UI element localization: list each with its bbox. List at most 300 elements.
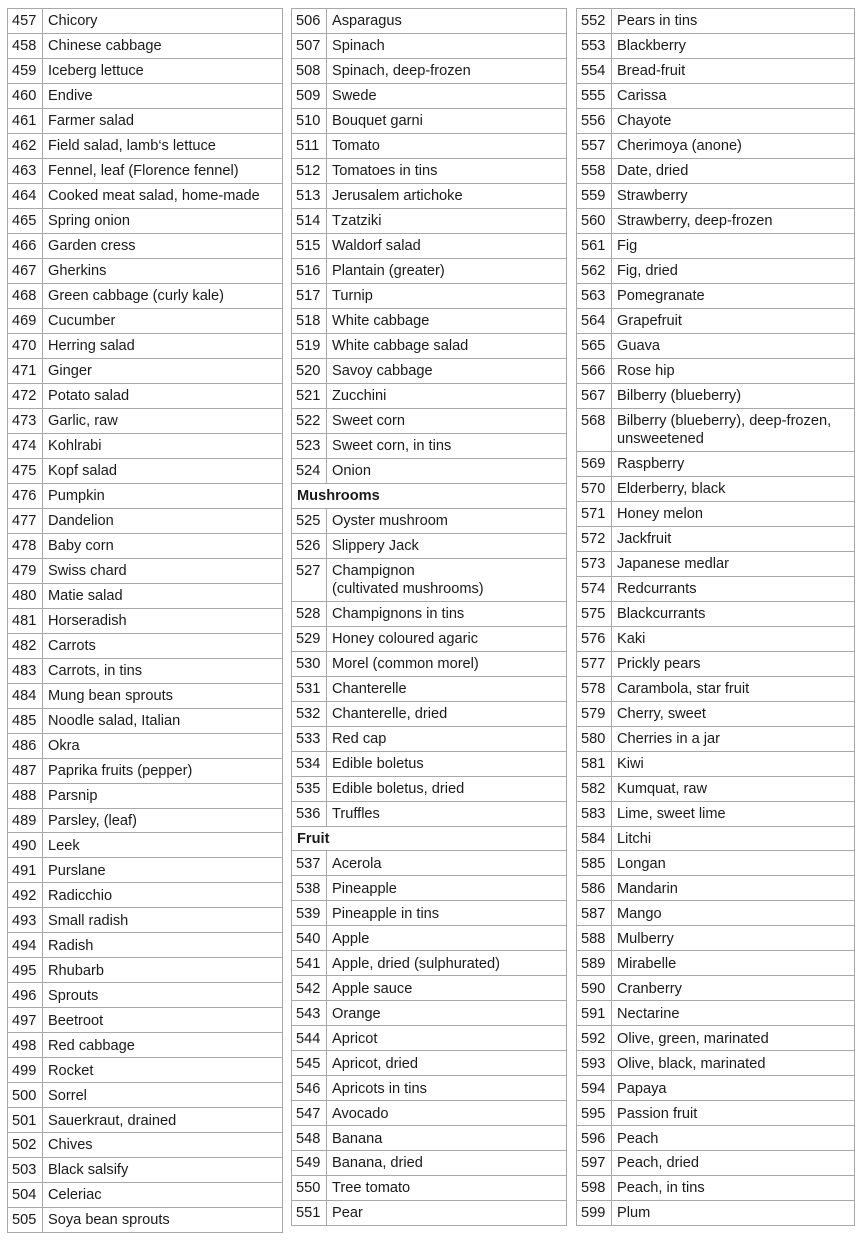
item-number: 560 (577, 208, 612, 233)
table-row (8, 533, 283, 558)
table-row (292, 976, 567, 1001)
item-name: Kaki (612, 626, 855, 651)
table-row (577, 551, 855, 576)
table-row (577, 801, 855, 826)
item-name: Swede (327, 83, 567, 108)
table-row (8, 433, 283, 458)
item-number: 572 (577, 526, 612, 551)
item-name: Small radish (43, 908, 283, 933)
table-row (577, 526, 855, 551)
item-name: Longan (612, 851, 855, 876)
food-table (576, 8, 855, 1226)
item-name: Soya bean sprouts (43, 1208, 283, 1233)
table-row (292, 433, 567, 458)
item-name: Jackfruit (612, 526, 855, 551)
item-number: 478 (8, 533, 43, 558)
item-name: Bilberry (blueberry), deep-frozen, unsweetened (612, 408, 855, 451)
table-row (8, 1133, 283, 1158)
table-row (8, 883, 283, 908)
item-number: 508 (292, 58, 327, 83)
item-number: 535 (292, 776, 327, 801)
table-row (577, 283, 855, 308)
item-name: Beetroot (43, 1008, 283, 1033)
item-name: Japanese medlar (612, 551, 855, 576)
item-number: 484 (8, 683, 43, 708)
table-row (292, 58, 567, 83)
table-row (577, 158, 855, 183)
item-number: 587 (577, 901, 612, 926)
item-number: 591 (577, 1001, 612, 1026)
item-name: Ginger (43, 358, 283, 383)
table-row (577, 576, 855, 601)
item-name: Apple (327, 926, 567, 951)
table-row (8, 308, 283, 333)
table-row (577, 383, 855, 408)
item-number: 458 (8, 33, 43, 58)
item-name: Carissa (612, 83, 855, 108)
table-row (577, 676, 855, 701)
item-name: Kumquat, raw (612, 776, 855, 801)
table-row (577, 826, 855, 851)
item-name: Strawberry, deep-frozen (612, 208, 855, 233)
item-name: Kiwi (612, 751, 855, 776)
item-number: 571 (577, 501, 612, 526)
item-number: 462 (8, 133, 43, 158)
item-number: 595 (577, 1101, 612, 1126)
item-name: Passion fruit (612, 1101, 855, 1126)
table-row (577, 183, 855, 208)
section-header-row (292, 826, 567, 851)
item-number: 548 (292, 1126, 327, 1151)
table-row (8, 58, 283, 83)
item-name: Edible boletus, dried (327, 776, 567, 801)
table-row (8, 208, 283, 233)
item-name: Parsley, (leaf) (43, 808, 283, 833)
item-number: 598 (577, 1176, 612, 1201)
table-row (577, 308, 855, 333)
item-name: Chicory (43, 9, 283, 34)
item-number: 466 (8, 233, 43, 258)
item-name: Kopf salad (43, 458, 283, 483)
table-row (292, 726, 567, 751)
table-row (8, 1108, 283, 1133)
item-number: 544 (292, 1026, 327, 1051)
table-row (8, 558, 283, 583)
item-number: 559 (577, 183, 612, 208)
item-name: Sauerkraut, drained (43, 1108, 283, 1133)
table-row (8, 783, 283, 808)
item-name: Spinach (327, 33, 567, 58)
item-number: 511 (292, 133, 327, 158)
item-number: 529 (292, 626, 327, 651)
item-number: 464 (8, 183, 43, 208)
table-row (577, 1201, 855, 1226)
table-row (8, 808, 283, 833)
table-row (577, 33, 855, 58)
item-name: Orange (327, 1001, 567, 1026)
item-number: 545 (292, 1051, 327, 1076)
item-name: Champignon (cultivated mushrooms) (327, 558, 567, 601)
item-name: Cooked meat salad, home-made (43, 183, 283, 208)
table-row (8, 83, 283, 108)
item-name: Fig, dried (612, 258, 855, 283)
item-number: 486 (8, 733, 43, 758)
item-number: 558 (577, 158, 612, 183)
item-number: 594 (577, 1076, 612, 1101)
item-name: Plantain (greater) (327, 258, 567, 283)
table-row (292, 533, 567, 558)
table-row (292, 183, 567, 208)
item-name: Pear (327, 1201, 567, 1226)
table-row (292, 108, 567, 133)
item-name: Leek (43, 833, 283, 858)
item-number: 540 (292, 926, 327, 951)
item-number: 487 (8, 758, 43, 783)
item-name: Sorrel (43, 1083, 283, 1108)
table-row (8, 9, 283, 34)
item-number: 494 (8, 933, 43, 958)
item-number: 485 (8, 708, 43, 733)
item-number: 521 (292, 383, 327, 408)
item-number: 473 (8, 408, 43, 433)
item-name: Asparagus (327, 9, 567, 34)
table-row (292, 676, 567, 701)
item-name: Raspberry (612, 451, 855, 476)
item-number: 465 (8, 208, 43, 233)
item-name: Peach, in tins (612, 1176, 855, 1201)
item-name: Spring onion (43, 208, 283, 233)
table-row (8, 583, 283, 608)
item-name: Chives (43, 1133, 283, 1158)
item-number: 503 (8, 1158, 43, 1183)
item-number: 579 (577, 701, 612, 726)
item-name: Apple sauce (327, 976, 567, 1001)
item-name: Red cabbage (43, 1033, 283, 1058)
item-name: Parsnip (43, 783, 283, 808)
item-name: Cucumber (43, 308, 283, 333)
item-number: 504 (8, 1183, 43, 1208)
item-number: 526 (292, 533, 327, 558)
table-row (292, 926, 567, 951)
item-name: Bouquet garni (327, 108, 567, 133)
table-row (8, 708, 283, 733)
table-row (577, 776, 855, 801)
item-number: 507 (292, 33, 327, 58)
item-number: 488 (8, 783, 43, 808)
table-row (292, 1176, 567, 1201)
item-name: Edible boletus (327, 751, 567, 776)
item-number: 592 (577, 1026, 612, 1051)
table-row (292, 83, 567, 108)
item-number: 578 (577, 676, 612, 701)
item-name: Iceberg lettuce (43, 58, 283, 83)
table-row (292, 901, 567, 926)
item-name: Apricots in tins (327, 1076, 567, 1101)
item-number: 552 (577, 9, 612, 34)
item-number: 537 (292, 851, 327, 876)
table-row (292, 9, 567, 34)
item-name: Peach (612, 1126, 855, 1151)
item-number: 514 (292, 208, 327, 233)
table-row (577, 876, 855, 901)
item-name: Apricot, dried (327, 1051, 567, 1076)
table-row (577, 108, 855, 133)
item-name: Dandelion (43, 508, 283, 533)
item-number: 515 (292, 233, 327, 258)
table-row (292, 626, 567, 651)
table-row (8, 333, 283, 358)
item-name: Carrots (43, 633, 283, 658)
table-row (577, 208, 855, 233)
item-name: White cabbage salad (327, 333, 567, 358)
item-number: 527 (292, 558, 327, 601)
table-row (8, 1183, 283, 1208)
table-row (8, 933, 283, 958)
item-name: Gherkins (43, 258, 283, 283)
table-row (577, 358, 855, 383)
item-number: 524 (292, 458, 327, 483)
item-number: 519 (292, 333, 327, 358)
table-row (292, 1151, 567, 1176)
item-name: Onion (327, 458, 567, 483)
item-number: 461 (8, 108, 43, 133)
item-name: Mung bean sprouts (43, 683, 283, 708)
item-number: 550 (292, 1176, 327, 1201)
item-name: Cherimoya (anone) (612, 133, 855, 158)
item-name: Okra (43, 733, 283, 758)
item-name: Farmer salad (43, 108, 283, 133)
table-row (8, 458, 283, 483)
food-column-2 (291, 8, 567, 1226)
table-row (8, 683, 283, 708)
table-row (292, 851, 567, 876)
item-number: 584 (577, 826, 612, 851)
table-row (8, 633, 283, 658)
table-row (292, 158, 567, 183)
table-row (577, 1151, 855, 1176)
item-number: 564 (577, 308, 612, 333)
item-number: 500 (8, 1083, 43, 1108)
food-table (291, 8, 567, 1226)
item-name: White cabbage (327, 308, 567, 333)
item-name: Tzatziki (327, 208, 567, 233)
item-name: Potato salad (43, 383, 283, 408)
table-row (292, 233, 567, 258)
item-number: 502 (8, 1133, 43, 1158)
item-name: Fig (612, 233, 855, 258)
table-row (292, 408, 567, 433)
item-number: 539 (292, 901, 327, 926)
item-name: Pears in tins (612, 9, 855, 34)
table-row (292, 951, 567, 976)
item-name: Purslane (43, 858, 283, 883)
item-name: Blackberry (612, 33, 855, 58)
table-row (577, 1026, 855, 1051)
table-row (292, 133, 567, 158)
table-row (292, 1101, 567, 1126)
item-number: 586 (577, 876, 612, 901)
table-row (8, 958, 283, 983)
table-row (577, 1076, 855, 1101)
item-number: 489 (8, 808, 43, 833)
item-number: 574 (577, 576, 612, 601)
item-number: 495 (8, 958, 43, 983)
table-row (577, 976, 855, 1001)
table-row (8, 383, 283, 408)
table-row (577, 451, 855, 476)
item-number: 501 (8, 1108, 43, 1133)
item-number: 549 (292, 1151, 327, 1176)
item-name: Plum (612, 1201, 855, 1226)
item-number: 582 (577, 776, 612, 801)
table-row (577, 133, 855, 158)
section-header-row (292, 483, 567, 508)
item-name: Garlic, raw (43, 408, 283, 433)
table-row (292, 651, 567, 676)
item-number: 528 (292, 601, 327, 626)
food-table (7, 8, 283, 1233)
table-row (8, 508, 283, 533)
table-row (292, 208, 567, 233)
item-number: 541 (292, 951, 327, 976)
table-row (292, 558, 567, 601)
item-name: Avocado (327, 1101, 567, 1126)
item-name: Paprika fruits (pepper) (43, 758, 283, 783)
item-number: 551 (292, 1201, 327, 1226)
table-row (8, 733, 283, 758)
item-number: 497 (8, 1008, 43, 1033)
item-name: Red cap (327, 726, 567, 751)
table-row (292, 1126, 567, 1151)
item-number: 493 (8, 908, 43, 933)
table-row (8, 608, 283, 633)
table-row (292, 1201, 567, 1226)
table-row (292, 601, 567, 626)
item-number: 491 (8, 858, 43, 883)
item-number: 483 (8, 658, 43, 683)
item-name: Baby corn (43, 533, 283, 558)
item-number: 472 (8, 383, 43, 408)
item-name: Fennel, leaf (Florence fennel) (43, 158, 283, 183)
table-row (292, 1051, 567, 1076)
item-name: Nectarine (612, 1001, 855, 1026)
item-name: Banana (327, 1126, 567, 1151)
item-name: Endive (43, 83, 283, 108)
item-number: 556 (577, 108, 612, 133)
item-name: Mandarin (612, 876, 855, 901)
table-row (577, 333, 855, 358)
item-name: Matie salad (43, 583, 283, 608)
item-name: Jerusalem artichoke (327, 183, 567, 208)
table-row (8, 983, 283, 1008)
table-row (577, 1126, 855, 1151)
item-name: Tree tomato (327, 1176, 567, 1201)
item-number: 479 (8, 558, 43, 583)
item-number: 589 (577, 951, 612, 976)
item-name: Waldorf salad (327, 233, 567, 258)
item-number: 525 (292, 508, 327, 533)
table-row (577, 1101, 855, 1126)
table-row (8, 908, 283, 933)
item-name: Peach, dried (612, 1151, 855, 1176)
item-number: 534 (292, 751, 327, 776)
table-row (8, 108, 283, 133)
item-number: 568 (577, 408, 612, 451)
table-row (292, 383, 567, 408)
item-number: 517 (292, 283, 327, 308)
table-row (8, 833, 283, 858)
table-row (8, 1208, 283, 1233)
item-name: Black salsify (43, 1158, 283, 1183)
item-number: 490 (8, 833, 43, 858)
item-number: 482 (8, 633, 43, 658)
item-number: 554 (577, 58, 612, 83)
table-row (577, 1001, 855, 1026)
item-name: Acerola (327, 851, 567, 876)
item-number: 577 (577, 651, 612, 676)
item-name: Honey coloured agaric (327, 626, 567, 651)
item-number: 505 (8, 1208, 43, 1233)
item-name: Zucchini (327, 383, 567, 408)
table-row (292, 458, 567, 483)
item-name: Litchi (612, 826, 855, 851)
item-name: Apricot (327, 1026, 567, 1051)
item-name: Pineapple in tins (327, 901, 567, 926)
item-name: Spinach, deep-frozen (327, 58, 567, 83)
item-number: 506 (292, 9, 327, 34)
item-number: 588 (577, 926, 612, 951)
table-row (8, 1033, 283, 1058)
table-row (8, 1158, 283, 1183)
item-number: 557 (577, 133, 612, 158)
table-row (8, 283, 283, 308)
item-name: Olive, black, marinated (612, 1051, 855, 1076)
item-name: Pumpkin (43, 483, 283, 508)
item-name: Oyster mushroom (327, 508, 567, 533)
item-name: Pineapple (327, 876, 567, 901)
item-number: 459 (8, 58, 43, 83)
item-name: Morel (common morel) (327, 651, 567, 676)
item-name: Guava (612, 333, 855, 358)
item-number: 492 (8, 883, 43, 908)
table-row (8, 133, 283, 158)
table-row (577, 1176, 855, 1201)
item-name: Noodle salad, Italian (43, 708, 283, 733)
item-name: Elderberry, black (612, 476, 855, 501)
section-heading: Fruit (292, 826, 567, 851)
table-row (577, 751, 855, 776)
item-name: Swiss chard (43, 558, 283, 583)
item-number: 469 (8, 308, 43, 333)
table-row (292, 776, 567, 801)
item-number: 471 (8, 358, 43, 383)
item-number: 547 (292, 1101, 327, 1126)
item-name: Date, dried (612, 158, 855, 183)
table-row (8, 183, 283, 208)
table-row (577, 501, 855, 526)
table-row (577, 926, 855, 951)
item-name: Cherry, sweet (612, 701, 855, 726)
item-name: Chinese cabbage (43, 33, 283, 58)
item-number: 533 (292, 726, 327, 751)
table-row (292, 701, 567, 726)
item-number: 566 (577, 358, 612, 383)
item-name: Radicchio (43, 883, 283, 908)
item-number: 499 (8, 1058, 43, 1083)
table-row (577, 651, 855, 676)
item-number: 523 (292, 433, 327, 458)
item-number: 474 (8, 433, 43, 458)
